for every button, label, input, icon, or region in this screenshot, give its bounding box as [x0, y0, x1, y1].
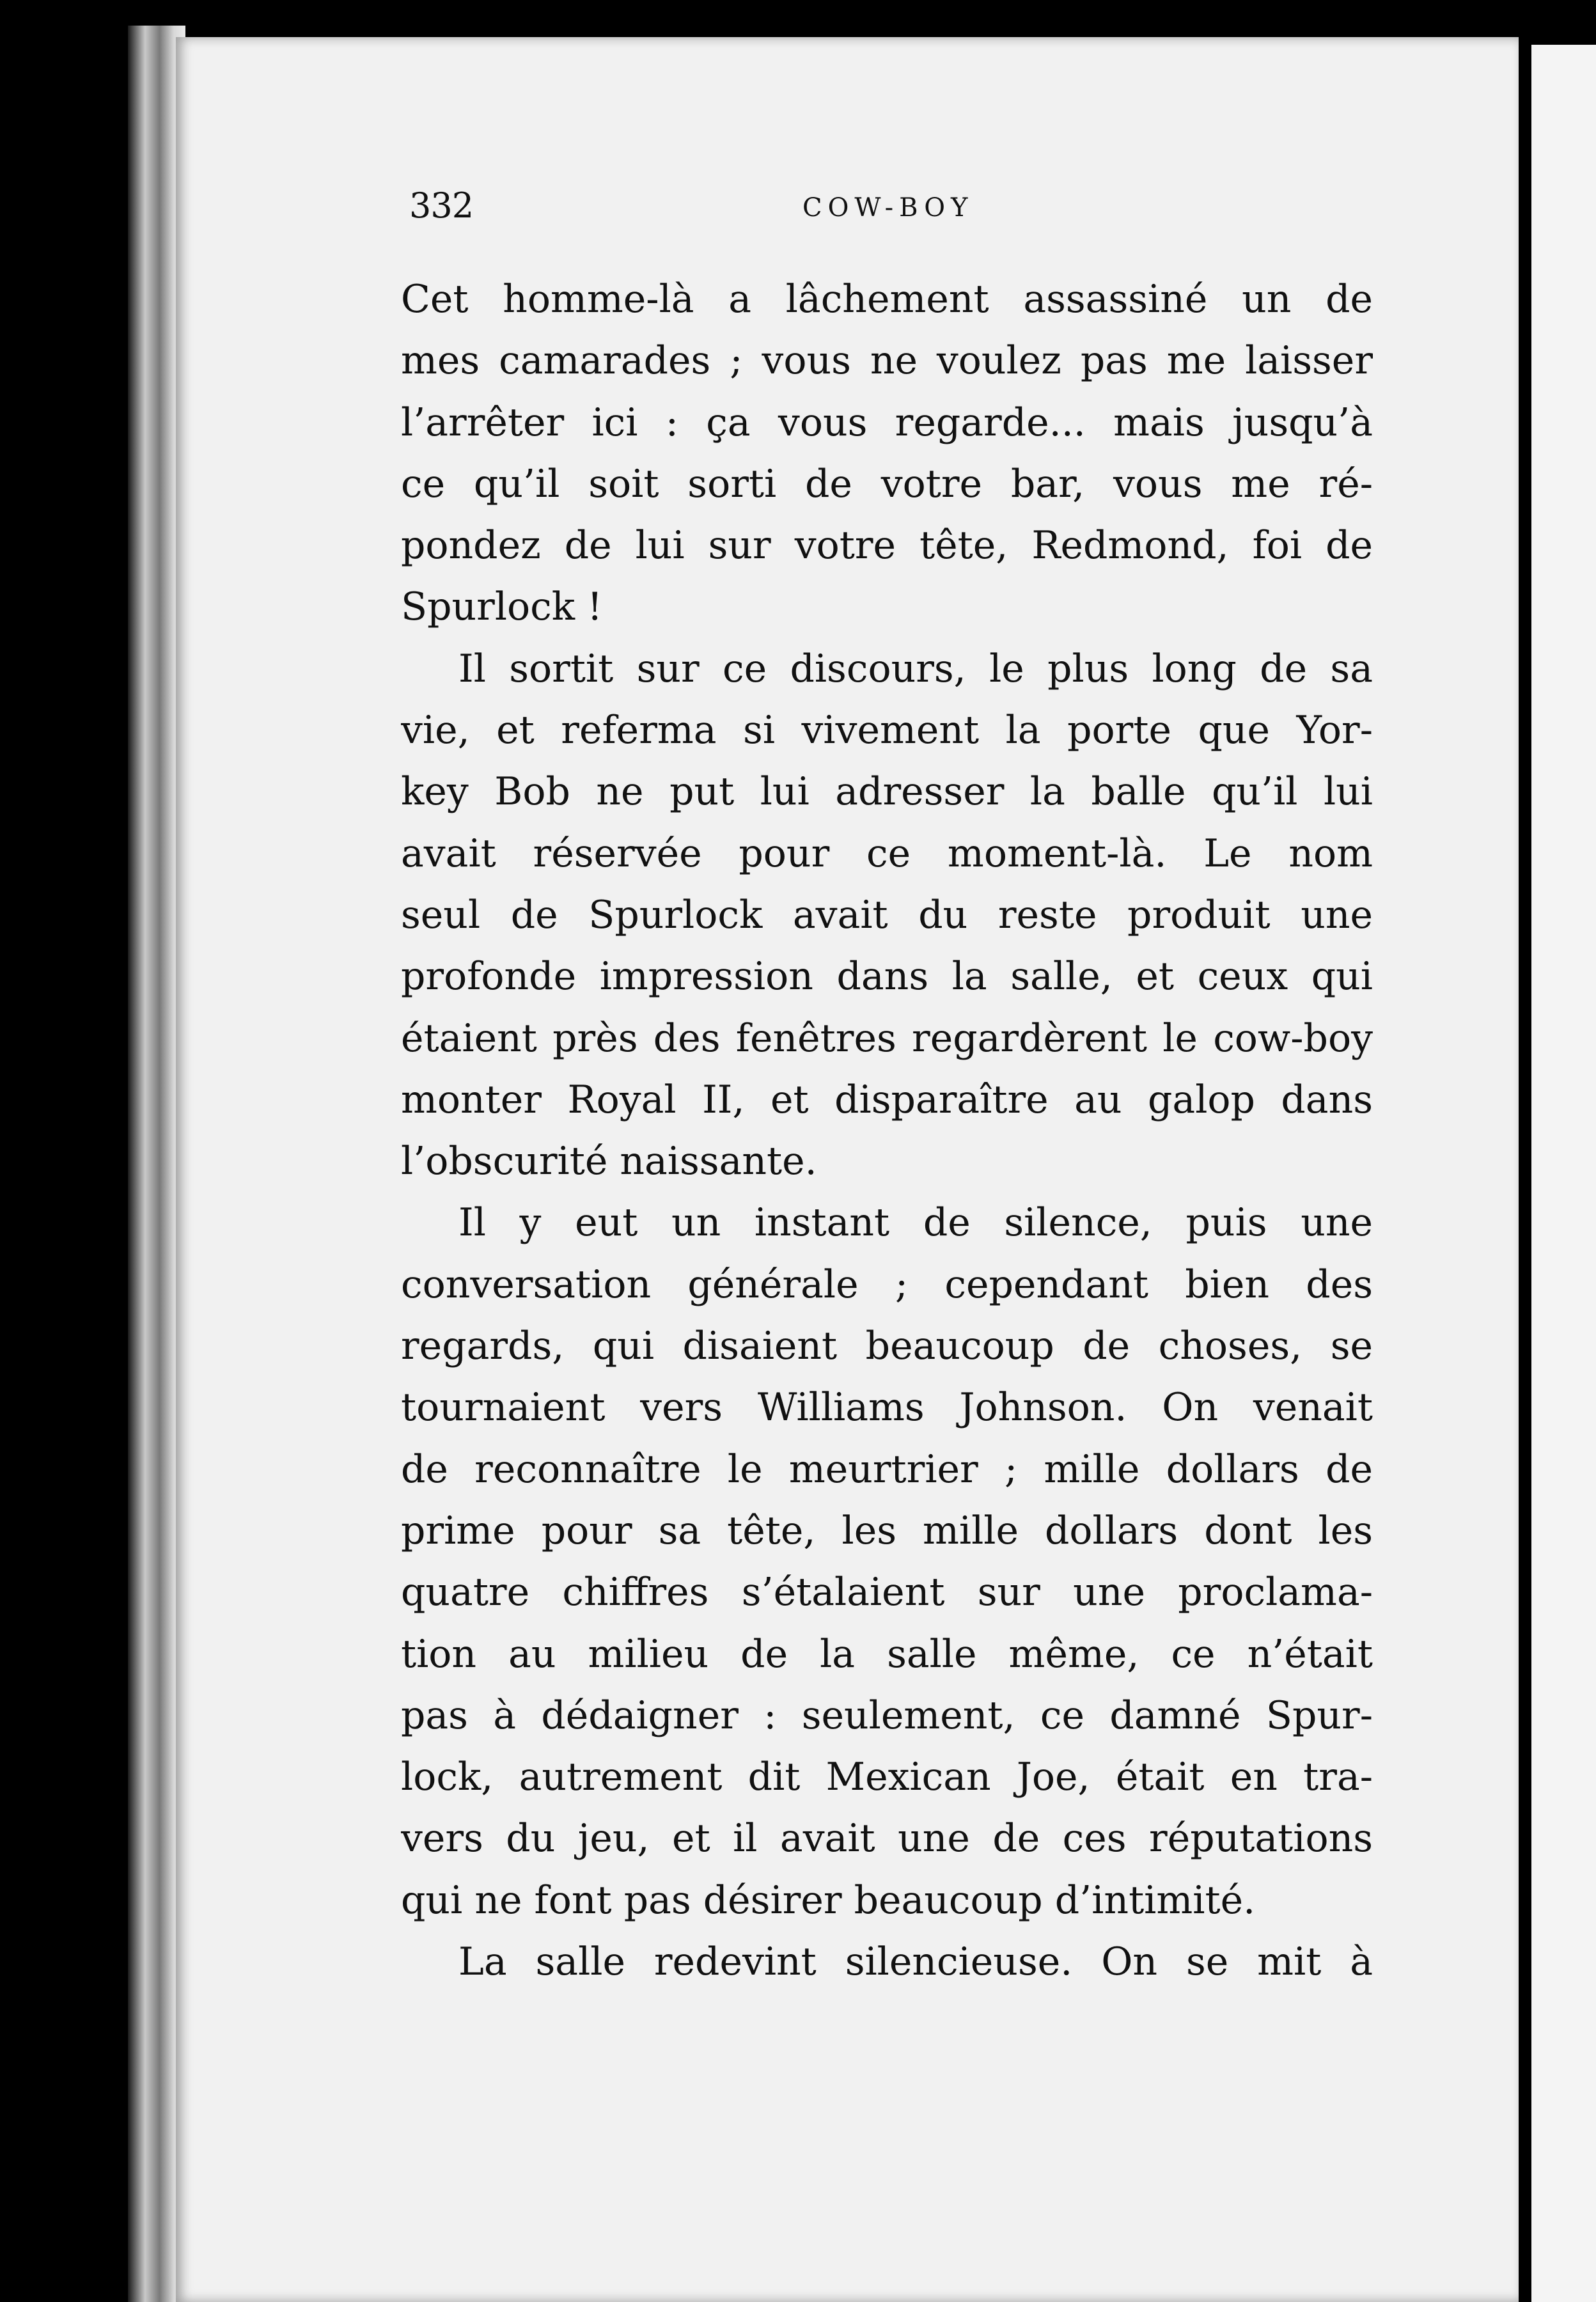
text-line: prime pour sa tête, les mille dollars dont les [401, 1508, 1373, 1553]
running-head: COW-BOY [802, 193, 974, 223]
text-line: de reconnaître le meurtrier ; mille dollars de [401, 1446, 1373, 1492]
text-line: lock, autrement dit Mexican Joe, était en tra- [401, 1755, 1373, 1800]
text-line: ce qu’il soit sorti de votre bar, vous me ré- [401, 461, 1373, 506]
text-line: monter Royal II, et disparaître au galop dans [401, 1077, 1373, 1122]
text-line: key Bob ne put lui adresser la balle qu’il lui [401, 769, 1373, 815]
text-line: l’arrêter ici : ça vous regarde... mais jusqu’à [401, 400, 1373, 445]
text-line: pondez de lui sur votre tête, Redmond, foi de [401, 523, 1373, 568]
text-line: quatre chiffres s’étalaient sur une proclama- [401, 1570, 1373, 1615]
text-line: regards, qui disaient beaucoup de choses, se [401, 1324, 1373, 1369]
text-line: avait réservée pour ce moment-là. Le nom [401, 831, 1373, 876]
text-line: vie, et referma si vivement la porte que Yor- [401, 708, 1373, 753]
text-line: La salle redevint silencieuse. On se mit à [458, 1939, 1373, 1985]
page-number: 332 [409, 185, 474, 226]
text-line: Il y eut un instant de silence, puis une [458, 1200, 1373, 1246]
text-line: seul de Spurlock avait du reste produit une [401, 892, 1373, 937]
text-line: vers du jeu, et il avait une de ces réputations [401, 1816, 1373, 1861]
body-text [401, 269, 1373, 1993]
text-line: Spurlock ! [401, 584, 603, 630]
text-line: mes camarades ; vous ne voulez pas me laisser [401, 338, 1373, 384]
text-line: tournaient vers Williams Johnson. On venait [401, 1385, 1373, 1430]
text-line: étaient près des fenêtres regardèrent le cow-boy [401, 1015, 1373, 1061]
text-line: conversation générale ; cependant bien des [401, 1262, 1373, 1307]
text-line: qui ne font pas désirer beaucoup d’intimité. [401, 1877, 1256, 1923]
text-line: tion au milieu de la salle même, ce n’était [401, 1631, 1373, 1677]
text-line: profonde impression dans la salle, et ceux qui [401, 954, 1373, 999]
text-line: Cet homme-là a lâchement assassiné un de [401, 277, 1373, 322]
text-line: pas à dédaigner : seulement, ce damné Spur- [401, 1693, 1373, 1738]
text-line: Il sortit sur ce discours, le plus long de sa [458, 646, 1373, 691]
facing-page-edge [1531, 45, 1596, 2302]
text-line: l’obscurité naissante. [401, 1139, 817, 1184]
